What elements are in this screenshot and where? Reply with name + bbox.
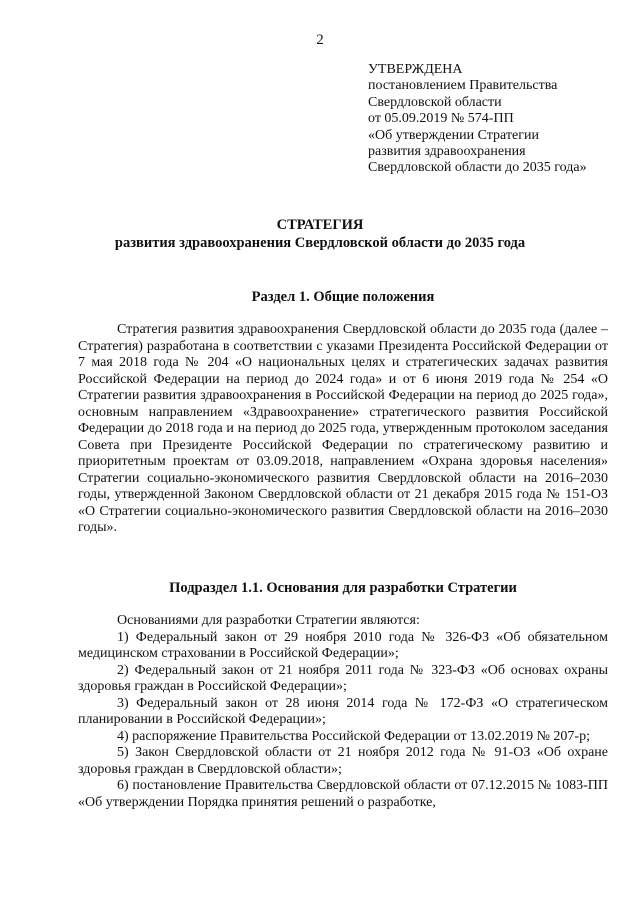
list-item: 4) распоряжение Правительства Российской Федерации от 13.02.2019 № 207-р; [117,728,590,744]
list-item: 1) Федеральный закон от 29 ноября 2010 года № 326-ФЗ «Об обязательном медицинском страховании в Российской Федерации»; [78,629,608,661]
document-subtitle: развития здравоохранения Свердловской области до 2035 года [114,235,526,251]
section-paragraph: Стратегия развития здравоохранения Свердловской области до 2035 года (далее – Стратегия) разработана в соответствии с указами Президента Российской Федерации от 7 мая 2018 года № 204 «О национальных целях и стратегических задачах развития Российской Федерации на период до 2024 года» и от 6 июня 2019 года № 254 «О Стратегии развития здравоохранения в Российской Федерации на период до 2025 года», основным направлением «Здравоохранение» стратегического развития Российской Федерации до 2018 года и на период до 2025 года, утвержденным протоколом заседания Совета при Президенте Российской Федерации по стратегическому развитию и приоритетным проектам от 03.09.2018, направлением «Охрана здоровья населения» Стратегии социально-экономического развития Свердловской области на 2016–2030 годы, утвержденной Законом Свердловской области от 21 декабря 2015 года № 151-ОЗ «О Стратегии социально-экономического развития Свердловской области на 2016–2030 годы». [78,322,608,535]
subsection-heading-block [78,580,608,597]
section-heading: Раздел 1. Общие положения [251,289,435,305]
approval-line: Свердловской области [368,94,502,110]
approval-line: «Об утверждении Стратегии [368,127,539,143]
section-1 [78,289,608,306]
list-item: 6) постановление Правительства Свердловской области от 07.12.2015 № 1083-ПП «Об утверждении Порядка принятия решений о разработке, [78,778,608,810]
approval-heading: УТВЕРЖДЕНА [368,62,463,77]
subsection-heading: Подраздел 1.1. Основания для разработки Стратегии [169,580,517,596]
approval-line: постановлением Правительства [368,78,558,94]
subsection-body [78,613,608,811]
list-item: 2) Федеральный закон от 21 ноября 2011 года № 323-ФЗ «Об основах охраны здоровья граждан в Российской Федерации»; [78,662,608,694]
list-item: 5) Закон Свердловской области от 21 ноября 2012 года № 91-ОЗ «Об охране здоровья граждан в Свердловской области»; [78,745,608,777]
approval-line: развития здравоохранения [368,144,526,160]
section-1-body [78,322,608,537]
approval-block [368,62,587,177]
list-item: 3) Федеральный закон от 28 июня 2014 года № 172-ФЗ «О стратегическом планировании в Российской Федерации»; [78,695,608,727]
document-title: СТРАТЕГИЯ [276,217,364,233]
page-number: 2 [316,32,324,48]
approval-line: от 05.09.2019 № 574-ПП [368,111,514,127]
subsection-intro: Основаниями для разработки Стратегии являются: [117,613,420,628]
approval-line: Свердловской области до 2035 года» [368,160,587,176]
